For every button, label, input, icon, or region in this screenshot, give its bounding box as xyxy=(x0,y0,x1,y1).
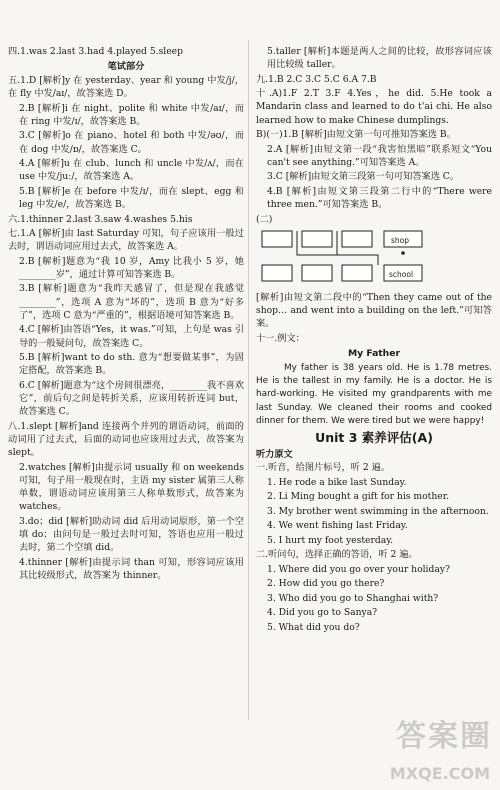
watermark-url: MXQE.COM xyxy=(389,763,490,783)
answer-line: 六.1.thinner 2.last 3.saw 4.washes 5.his xyxy=(8,213,193,225)
watermark-logo xyxy=(362,719,492,783)
answer-line: 3. Who did you go to Shanghai with? xyxy=(267,592,439,604)
answer-line: 1. He rode a bike last Sunday. xyxy=(267,476,407,488)
route-marker-icon xyxy=(401,251,405,255)
map-block xyxy=(342,265,372,281)
answer-line: 3.C [解析]由短文第三段第一句可知答案选 C。 xyxy=(267,171,460,183)
map-block xyxy=(302,265,332,281)
answer-line: 3.B [解析]题意为“我昨天感冒了，但是现在我感觉________”，选项 A 意为“坏的”，选项 B 意为“好多了”，选项 C 意为“严重的”，根据语境可知答案选 B。 xyxy=(19,283,244,321)
answer-line: 八.1.slept [解析]and 连接两个并列的谓语动词，前面的动词用了过去式，后面的动词也应该用过去式，故答案为 slept。 xyxy=(8,420,244,459)
answer-line: 4.thinner [解析]由提示词 than 可知，形容词应该用其比较级形式，故答案为 thinner。 xyxy=(19,556,244,581)
unit-title: Unit 3 素养评估(A) xyxy=(315,430,433,446)
answer-line: 5. I hurt my foot yesterday. xyxy=(267,534,394,546)
answer-line: 七.1.A [解析]由 last Saturday 可知，句子应该用一般过去时，谓语动词应用过去式，故答案选 A。 xyxy=(8,228,244,253)
answer-line: 3.C [解析]o 在 piano、hotel 和 both 中发/əʊ/，而在 dog 中发/ɒ/，故答案选 C。 xyxy=(19,130,244,155)
answer-line: 3.do；did [解析]助动词 did 后用动词原形，第一个空填 do；由问句是一般过去时可知，答语也应用一般过去时，第二个空填 did。 xyxy=(19,515,244,554)
answer-line: 5.B [解析]want to do sth. 意为“想要做某事”，为固定搭配，故答案选 B。 xyxy=(19,352,244,377)
answer-line: 2.B [解析]题意为“我 10 岁，Amy 比我小 5 岁，她________岁”，通过计算可知答案选 B。 xyxy=(19,255,244,280)
answer-line: 3. My brother went swimming in the afternoon. xyxy=(267,505,489,517)
answers-section-9-10 xyxy=(256,45,492,226)
answer-line: 5. What did you do? xyxy=(267,621,360,633)
answer-line: 五.1.D [解析]y 在 yesterday、year 和 young 中发/j/，在 fly 中发/aɪ/，故答案选 D。 xyxy=(8,75,244,100)
watermark-text: 答案圈 xyxy=(396,719,492,754)
answer-line: 5.taller [解析]本题是两人之间的比较，故形容词应该用比较级 taller。 xyxy=(267,46,492,71)
answer-line: 6.C [解析]题意为“这个房间很漂亮，________我不喜欢它”，前后句之间是转折关系，应该用转折连词 but，故答案选 C。 xyxy=(19,379,244,418)
map-block xyxy=(262,265,292,281)
answer-line: 2. Li Ming bought a gift for his mother. xyxy=(267,491,450,503)
answer-line: 一.听音，给图片标号，听 2 遍。 xyxy=(256,462,391,474)
answer-line: 2. How did you go there? xyxy=(267,578,385,590)
map-block xyxy=(262,231,292,247)
answer-line: 十一.例文： xyxy=(256,332,305,344)
answer-line: 十.A)1.F 2.T 3.F 4.Yes，he did. 5.He took a Mandarin class and learned to do t'ai chi. He also learned how to make Chinese dumplings. xyxy=(256,88,492,126)
answer-line: 二.听问句，选择正确的答语，听 2 遍。 xyxy=(256,549,418,561)
answer-line: 笔试部分 xyxy=(107,60,145,72)
answer-line: 九.1.B 2.C 3.C 5.C 6.A 7.B xyxy=(256,73,377,85)
answer-line: 2.watches [解析]由提示词 usually 和 on weekends 可知，句子用一般现在时，主语 my sister 属第三人称单数，谓语动词应该用第三人称单数形式，故答案为 watches。 xyxy=(19,461,244,513)
answer-line: 2.A [解析]由短文第一段“我害怕黑暗”联系短文“You can't see anything.”可知答案选 A。 xyxy=(267,143,492,168)
map-block xyxy=(342,231,372,247)
listening-script xyxy=(256,461,492,634)
right-column xyxy=(256,45,492,635)
left-column xyxy=(8,45,244,583)
answer-line: 4. Did you go to Sanya? xyxy=(267,607,378,619)
answer-line: [解析]由短文第二段中的“Then they came out of the shop… and went into a building on the left.”可知答案。 xyxy=(256,291,492,330)
answer-line: 5.B [解析]e 在 before 中发/ɪ/，而在 slept、egg 和 leg 中发/e/，故答案选 B。 xyxy=(19,185,244,211)
map-block xyxy=(302,231,332,247)
school-label: school xyxy=(389,269,414,279)
answer-line: 4.C [解析]由答语“Yes，it was.”可知，上句是 was 引导的一般疑问句，故答案选 C。 xyxy=(19,324,244,349)
answer-line: 1. Where did you go over your holiday? xyxy=(267,563,450,575)
answers-section-11 xyxy=(256,291,492,345)
listening-title: 听力原文 xyxy=(256,449,293,461)
answer-line: 4.A [解析]u 在 club、lunch 和 uncle 中发/ʌ/，而在 use 中发/juː/，故答案选 A。 xyxy=(19,158,244,183)
answer-line: 4.B [解析]由短文第三段第二行中的“There were three men.”可知答案选 B。 xyxy=(267,185,492,211)
answer-line: 2.B [解析]i 在 night、polite 和 white 中发/aɪ/，而在 ring 中发/ɪ/，故答案选 B。 xyxy=(19,102,244,127)
route-map-diagram xyxy=(260,229,430,287)
shop-label: shop xyxy=(391,235,410,245)
essay-body: My father is 38 years old. He is 1.78 metres. He is the tallest in my family. He is a doctor. He is hard-working. He visited my grandparents with me last Sunday. We cleaned their rooms and cooked dinner for them. We were tired but we were happy! xyxy=(256,363,492,426)
column-divider xyxy=(248,40,249,720)
answer-line: B)(一)1.B [解析]由短文第一句可推知答案选 B。 xyxy=(256,129,456,141)
sample-essay xyxy=(256,347,492,428)
answer-line: 4. We went fishing last Friday. xyxy=(267,520,408,532)
essay-title: My Father xyxy=(348,347,400,359)
answer-line: 四.1.was 2.last 3.had 4.played 5.sleep xyxy=(8,46,183,57)
answer-line: (二) xyxy=(256,213,273,225)
